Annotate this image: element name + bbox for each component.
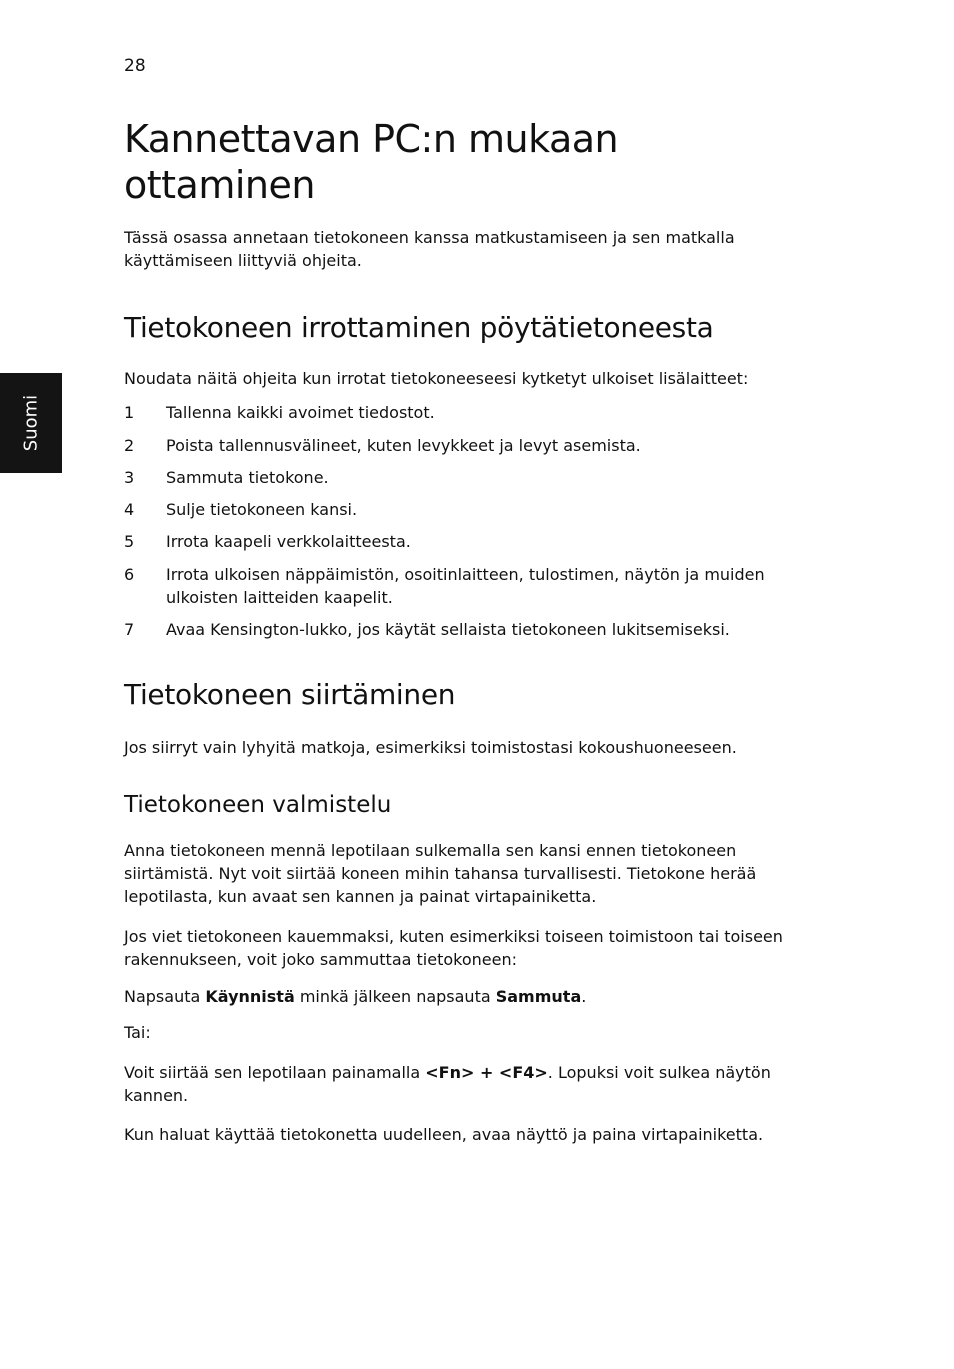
paragraph-shutdown-instruction (124, 985, 586, 1008)
intro-paragraph: Tässä osassa annetaan tietokoneen kanssa matkustamiseen ja sen matkalla käyttämiseen liittyviä ohjeita. (124, 228, 735, 270)
hotkey-text: . Lopuksi voit sulkea näytön kannen. (124, 1063, 771, 1105)
step-text: Irrota ulkoisen näppäimistön, osoitinlaitteen, tulostimen, näytön ja muiden ulkoisten laitteiden kaapelit. (166, 565, 765, 607)
list-item (124, 530, 814, 553)
step-text: Avaa Kensington-lukko, jos käytät sellaista tietokoneen lukitsemiseksi. (166, 620, 730, 639)
step-text: Irrota kaapeli verkkolaitteesta. (166, 532, 411, 551)
paragraph-sleep: Anna tietokoneen mennä lepotilaan sulkemalla sen kansi ennen tietokoneen siirtämistä. Nyt voit siirtää koneen mihin tahansa turvallisesti. Tietokone herää lepotilasta, kun avaat sen kannen ja painat virtapainiketta. (124, 841, 757, 906)
instruction-text: minkä jälkeen napsauta (294, 987, 496, 1006)
list-item (124, 466, 814, 489)
step-text: Poista tallennusvälineet, kuten levykkeet ja levyt asemista. (166, 436, 641, 455)
list-item (124, 434, 814, 457)
side-tab-label: Suomi (20, 394, 42, 452)
list-item (124, 563, 814, 609)
list-item (124, 401, 814, 424)
step-number: 4 (124, 500, 135, 519)
paragraph-resume: Kun haluat käyttää tietokonetta uudelleen, avaa näyttö ja paina virtapainiketta. (124, 1125, 764, 1144)
step-number: 7 (124, 620, 135, 639)
instruction-text: . (581, 987, 587, 1006)
shutdown-label: Sammuta (495, 987, 582, 1006)
paragraph-or: Tai: (124, 1023, 151, 1042)
section-lead-moving: Jos siirryt vain lyhyitä matkoja, esimerkiksi toimistostasi kokoushuoneeseen. (124, 738, 737, 757)
page-number: 28 (124, 56, 146, 76)
step-number: 6 (124, 565, 135, 584)
start-label: Käynnistä (205, 987, 295, 1006)
list-item (124, 498, 814, 521)
step-text: Tallenna kaikki avoimet tiedostot. (166, 403, 435, 422)
section-heading-moving: Tietokoneen siirtäminen (124, 678, 456, 711)
step-number: 5 (124, 532, 135, 551)
step-text: Sammuta tietokone. (166, 468, 329, 487)
list-item (124, 618, 814, 641)
hotkey-keys: <Fn> + <F4> (425, 1063, 548, 1082)
subsection-heading-preparation: Tietokoneen valmistelu (124, 792, 392, 818)
hotkey-text: Voit siirtää sen lepotilaan painamalla (124, 1063, 426, 1082)
paragraph-farther: Jos viet tietokoneen kauemmaksi, kuten esimerkiksi toiseen toimistoon tai toiseen rakennukseen, voit joko sammuttaa tietokoneen: (124, 927, 783, 969)
page-title: Kannettavan PC:n mukaan ottaminen (124, 117, 619, 207)
section-lead-disconnect: Noudata näitä ohjeita kun irrotat tietokoneeseesi kytketyt ulkoiset lisälaitteet: (124, 369, 749, 388)
step-number: 3 (124, 468, 135, 487)
section-heading-disconnect: Tietokoneen irrottaminen pöytätietoneesta (124, 311, 714, 344)
step-number: 2 (124, 436, 135, 455)
instruction-text: Napsauta (124, 987, 206, 1006)
step-number: 1 (124, 403, 135, 422)
step-text: Sulje tietokoneen kansi. (166, 500, 358, 519)
paragraph-hotkey (124, 1061, 814, 1107)
language-side-tab (0, 373, 62, 473)
